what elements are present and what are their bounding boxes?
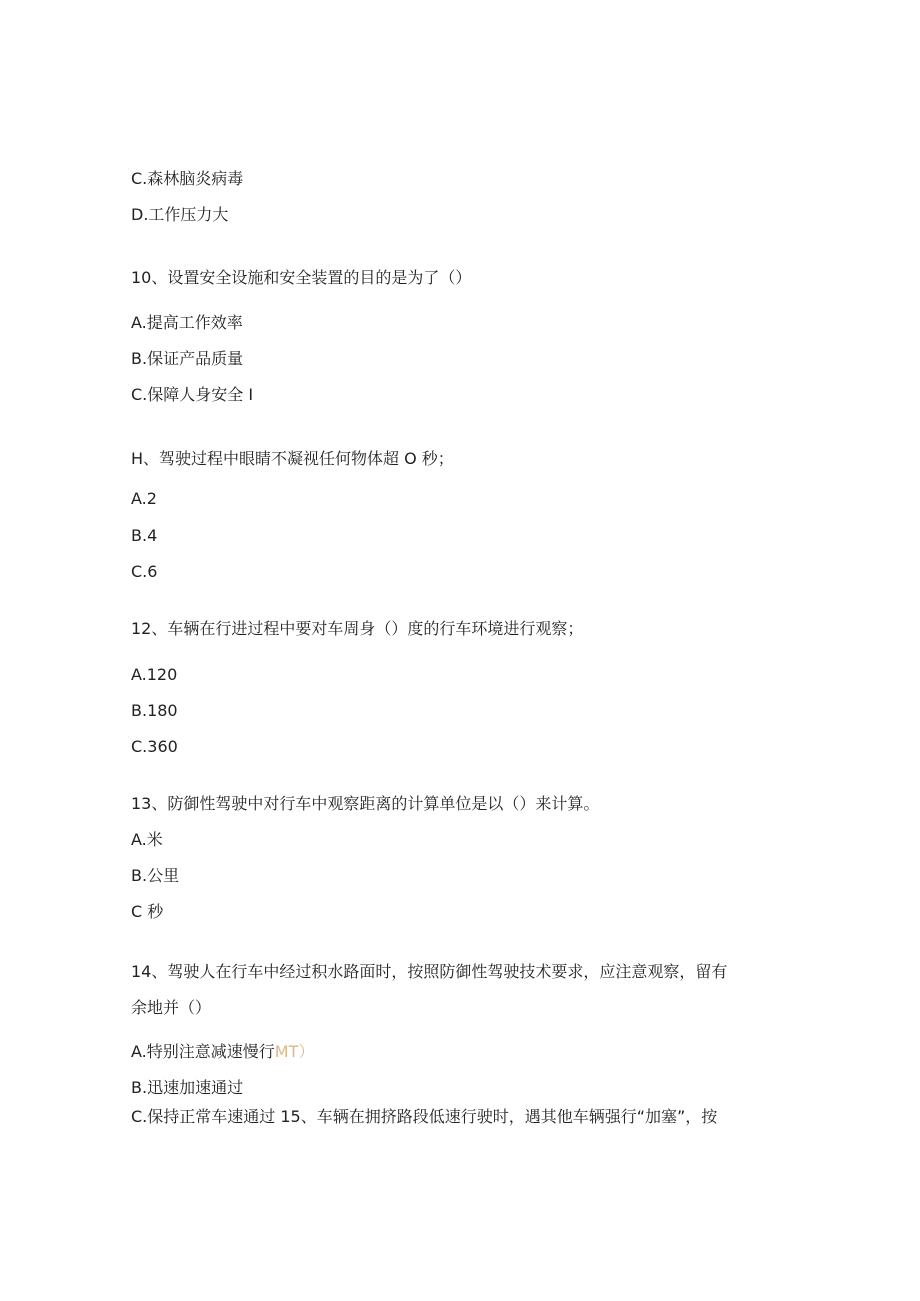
option-a-q12: A.120 bbox=[131, 665, 178, 684]
option-c-q11: C.6 bbox=[131, 562, 158, 581]
option-a-q14 bbox=[131, 1042, 314, 1062]
question-14-line-1: 14、驾驶人在行车中经过积水路面时，按照防御性驾驶技术要求，应注意观察，留有 bbox=[131, 962, 728, 981]
option-b-q11: B.4 bbox=[131, 526, 158, 545]
option-c-q9: C.森林脑炎病毒 bbox=[131, 169, 244, 188]
option-a-q13: A.米 bbox=[131, 830, 163, 849]
option-a-q11: A.2 bbox=[131, 489, 157, 508]
question-12: 12、车辆在行进过程中要对车周身（）度的行车环境进行观察； bbox=[131, 619, 584, 638]
option-b-q14: B.迅速加速通过 bbox=[131, 1078, 244, 1097]
question-14-line-2: 余地并（） bbox=[131, 998, 212, 1017]
handwritten-mark: MT） bbox=[274, 1042, 315, 1061]
option-c-q12: C.360 bbox=[131, 737, 178, 756]
option-c-q14-and-question-15: C.保持正常车速通过 15、车辆在拥挤路段低速行驶时，遇其他车辆强行“加塞”，按 bbox=[131, 1107, 718, 1126]
option-c-q10: C.保障人身安全 I bbox=[131, 385, 254, 404]
option-b-q12: B.180 bbox=[131, 701, 178, 720]
question-10: 10、设置安全设施和安全装置的目的是为了（） bbox=[131, 268, 472, 287]
question-13: 13、防御性驾驶中对行车中观察距离的计算单位是以（）来计算。 bbox=[131, 794, 600, 813]
option-a-q14-text: A.特别注意减速慢行 bbox=[131, 1042, 275, 1061]
question-11: H、驾驶过程中眼睛不凝视任何物体超 O 秒； bbox=[131, 449, 454, 468]
option-b-q10: B.保证产品质量 bbox=[131, 349, 244, 368]
option-d-q9: D.工作压力大 bbox=[131, 205, 229, 224]
option-b-q13: B.公里 bbox=[131, 866, 180, 885]
option-c-q13: C 秒 bbox=[131, 902, 164, 921]
option-a-q10: A.提高工作效率 bbox=[131, 313, 243, 332]
